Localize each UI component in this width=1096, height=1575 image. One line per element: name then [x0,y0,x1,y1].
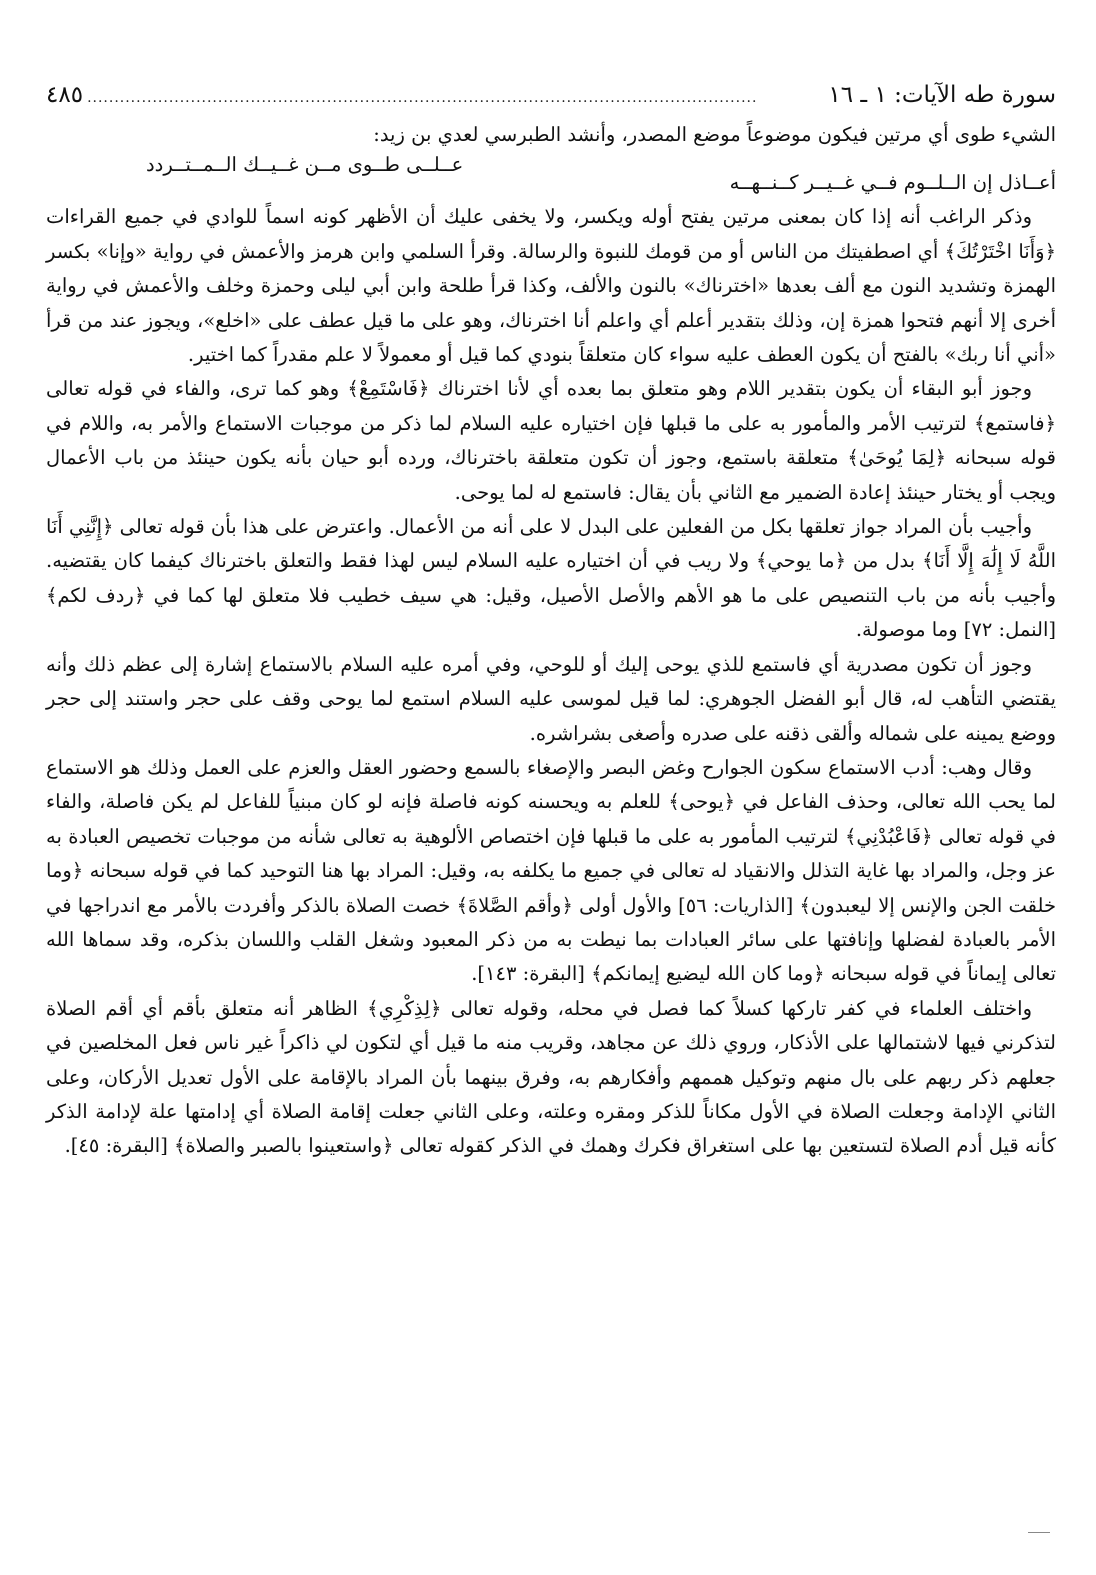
intro-line: الشيء طوى أي مرتين فيكون موضوعاً موضع المصدر، وأنشد الطبرسي لعدي بن زيد: [373,123,1056,146]
header-leader-dots: ........................................................................................................................... [87,90,758,106]
paragraph: وجوز أبو البقاء أن يكون بتقدير اللام وهو متعلق بما بعده أي لأنا اخترناك ﴿فَاسْتَمِعْ﴾ وهو كما ترى، والفاء في قوله تعالى ﴿فاستمع﴾ لترتيب الأمر والمأمور به على ما قبلها فإن اختياره عليه السلام لما ذكر من موجبات الاستماع والأمر به، واللام في قوله سبحانه ﴿لِمَا يُوحَىٰ﴾ متعلقة باستمع، وجوز أن تكون متعلقة باخترناك، ورده أبو حيان بأنه يكون حينئذ من باب الأعمال ويجب أو يختار حينئذ إعادة الضمير مع الثاني بأن يقال: فاستمع له لما يوحى. [46,377,1056,504]
paragraph: وقال وهب: أدب الاستماع سكون الجوارح وغض البصر والإصغاء بالسمع وحضور العقل والعزم على العمل وذلك هو الاستماع لما يحب الله تعالى، وحذف الفاعل في ﴿يوحى﴾ للعلم به ويحسنه كونه فاصلة فإنه لو كان مبنياً للفاعل لم يكن فاصلة، والفاء في قوله تعالى ﴿فَاعْبُدْنِي﴾ لترتيب المأمور به على ما قبلها فإن اختصاص الألوهية به تعالى شأنه من موجبات تخصيص العبادة به عز وجل، والمراد بها غاية التذلل والانقياد له تعالى في جميع ما يكلفه به، وقيل: المراد بها هنا التوحيد كما في قوله سبحانه ﴿وما خلقت الجن والإنس إلا ليعبدون﴾ [الذاريات: ٥٦] والأول أولى ﴿وأقم الصَّلاةَ﴾ خصت الصلاة بالذكر وأفردت بالأمر مع اندراجها في الأمر بالعبادة لفضلها وإنافتها على سائر العبادات بما نيطت به من ذكر المعبود وشغل القلب واللسان بذكره، وقد سماها الله تعالى إيماناً في قوله سبحانه ﴿وما كان الله ليضيع إيمانكم﴾ [البقرة: ١٤٣]. [46,755,1056,986]
verse-first-hemistich: أعــاذل إن الــلــوم فــي غــيــر كــنــهــه [729,171,1056,195]
paragraph: وجوز أن تكون مصدرية أي فاستمع للذي يوحى إليك أو للوحي، وفي أمره عليه السلام بالاستماع إشارة إلى عظم ذلك وأنه يقتضي التأهب له، قال أبو الفضل الجوهري: لما قيل لموسى عليه السلام استمع لما يوحى وقف على حجر واستند إلى حجر ووضع يمينه على شماله وألقى ذقنه على صدره وأصغى بشراشره. [46,652,1056,745]
verse-second-hemistich: عــلــى طــوى مــن غــيــك الــمــتــردد [146,153,464,177]
book-page [46,78,1056,1164]
commentary-text [46,118,1056,1164]
poetry-verse [46,152,1056,200]
paragraph: واختلف العلماء في كفر تاركها كسلاً كما فصل في محله، وقوله تعالى ﴿لِذِكْرِي﴾ الظاهر أنه متعلق بأقم أي أقم الصلاة لتذكرني فيها لاشتمالها على الأذكار، وروي ذلك عن مجاهد، وقريب منه ما قيل أي لتكون لي ذاكراً غير ناس فعل المخلصين في جعلهم ذكر ربهم على بال منهم وتوكيل هممهم وأفكارهم به، وفرق بينهما بأن المراد بالإقامة على الأول تعديل الأركان، وعلى الثاني الإدامة وجعلت الصلاة في الأول مكاناً للذكر ومقره وعلته، وعلى الثاني جعلت إقامة الصلاة أي إدامتها علة لإدامة الذكر كأنه قيل أدم الصلاة لتستعين بها على استغراق فكرك وهمك في الذكر كقوله تعالى ﴿واستعينوا بالصبر والصلاة﴾ [البقرة: ٤٥]. [46,996,1056,1158]
header-title: سورة طه الآيات: ١ ـ ١٦ [828,82,1056,108]
paragraph: وذكر الراغب أنه إذا كان بمعنى مرتين يفتح أوله ويكسر، ولا يخفى عليك أن الأظهر كونه اسماً للوادي في جميع القراءات ﴿وَأَنَا اخْتَرْتُكَ﴾ أي اصطفيتك من الناس أو من قومك للنبوة والرسالة. وقرأ السلمي وابن هرمز والأعمش في رواية «وإنا» بكسر الهمزة وتشديد النون مع ألف بعدها «اخترناك» بالنون والألف، وكذا قرأ طلحة وابن أبي ليلى وحمزة وخلف والأعمش في رواية أخرى إلا أنهم فتحوا همزة إن، وذلك بتقدير أعلم أي واعلم أنا اخترناك، وهو على ما قيل عطف على «اخلع»، ويجوز عند من قرأ «أني أنا ربك» بالفتح أن يكون العطف عليه سواء كان متعلقاً بنودي كما قيل أو معمولاً لا علم مقدراً كما اختير. [46,205,1056,367]
page-edge-mark [1028,1532,1050,1533]
paragraph: وأجيب بأن المراد جواز تعلقها بكل من الفعلين على البدل لا على أنه من الأعمال. واعترض على هذا بأن قوله تعالى ﴿إِنَّنِي أَنَا اللَّهُ لَا إِلَٰهَ إِلَّا أَنَا﴾ بدل من ﴿ما يوحي﴾ ولا ريب في أن اختياره عليه السلام ليس لهذا فقط والتعلق باخترناك كيفما كان يقتضيه. وأجيب بأنه من باب التنصيص على ما هو الأهم والأصل الأصيل، وقيل: هي سيف خطيب فلا متعلق لها كما في ﴿ردف لكم﴾ [النمل: ٧٢] وما موصولة. [46,515,1056,642]
running-header [46,78,1056,118]
page-number: ٤٨٥ [46,82,84,108]
